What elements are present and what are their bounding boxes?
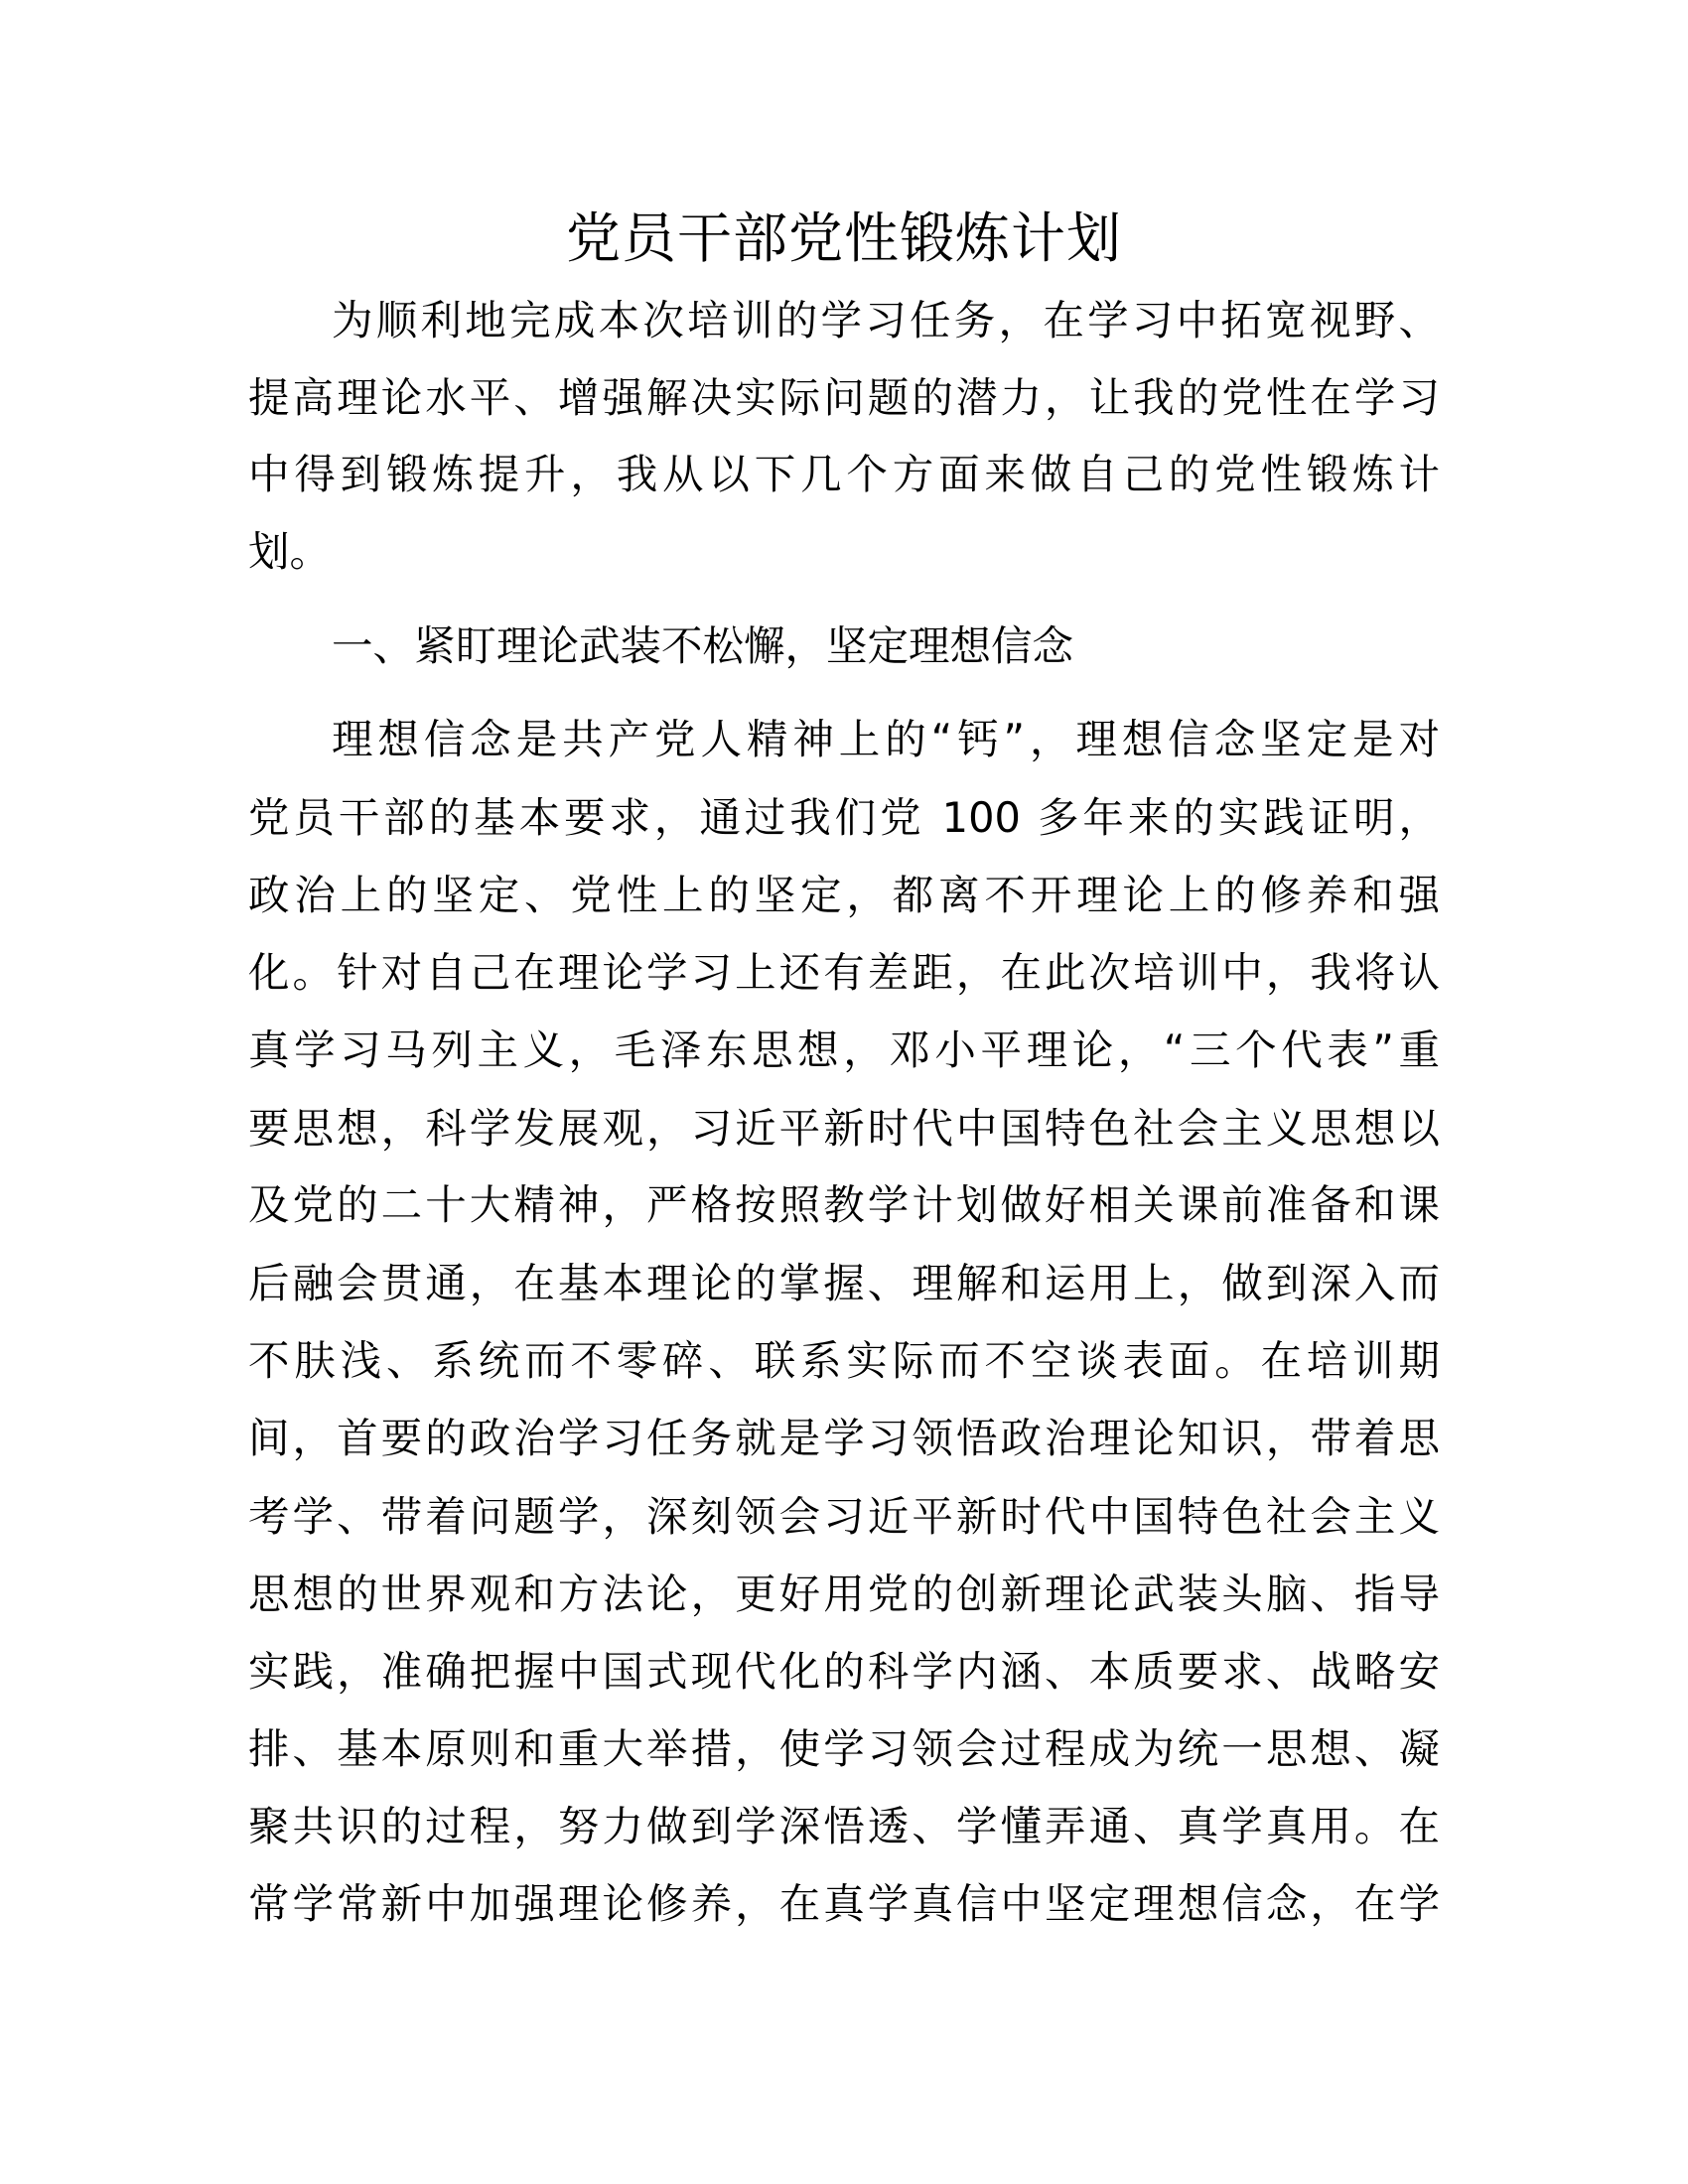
text-line: 思想的世界观和方法论，更好用党的创新理论武装头脑、指导 (248, 1570, 1440, 1618)
text-line: 间，首要的政治学习任务就是学习领悟政治理论知识，带着思 (248, 1414, 1440, 1462)
text-line: 提高理论水平、增强解决实际问题的潜力，让我的党性在学习 (248, 373, 1440, 422)
text-line: 真学习马列主义，毛泽东思想，邓小平理论，“三个代表”重 (248, 1025, 1440, 1074)
text-line: 实践，准确把握中国式现代化的科学内涵、本质要求、战略安 (248, 1647, 1440, 1696)
text-line: 要思想，科学发展观，习近平新时代中国特色社会主义思想以 (248, 1104, 1440, 1153)
text-line: 后融会贯通，在基本理论的掌握、理解和运用上，做到深入而 (248, 1259, 1440, 1307)
text-line: 中得到锻炼提升，我从以下几个方面来做自己的党性锻炼计 (248, 450, 1440, 498)
text-line: 化。针对自己在理论学习上还有差距，在此次培训中，我将认 (248, 948, 1440, 997)
document-title: 党员干部党性锻炼计划 (565, 206, 1122, 270)
text-line: 聚共识的过程，努力做到学深悟透、学懂弄通、真学真用。在 (248, 1802, 1440, 1850)
heading-line: 一、紧盯理论武装不松懈，坚定理想信念 (332, 621, 1074, 670)
text-line: 划。 (248, 527, 332, 576)
text-line: 为顺利地完成本次培训的学习任务，在学习中拓宽视野、 (332, 296, 1440, 344)
text-line: 常学常新中加强理论修养，在真学真信中坚定理想信念，在学 (248, 1879, 1440, 1928)
text-line: 政治上的坚定、党性上的坚定，都离不开理论上的修养和强 (248, 871, 1440, 919)
text-line: 党员干部的基本要求，通过我们党 100 多年来的实践证明， (248, 793, 1440, 842)
text-line: 考学、带着问题学，深刻领会习近平新时代中国特色社会主义 (248, 1492, 1440, 1541)
text-line: 排、基本原则和重大举措，使学习领会过程成为统一思想、凝 (248, 1724, 1440, 1773)
text-line: 不肤浅、系统而不零碎、联系实际而不空谈表面。在培训期 (248, 1336, 1440, 1385)
text-line: 及党的二十大精神，严格按照教学计划做好相关课前准备和课 (248, 1180, 1440, 1229)
text-line: 理想信念是共产党人精神上的“钙”，理想信念坚定是对 (332, 715, 1440, 763)
